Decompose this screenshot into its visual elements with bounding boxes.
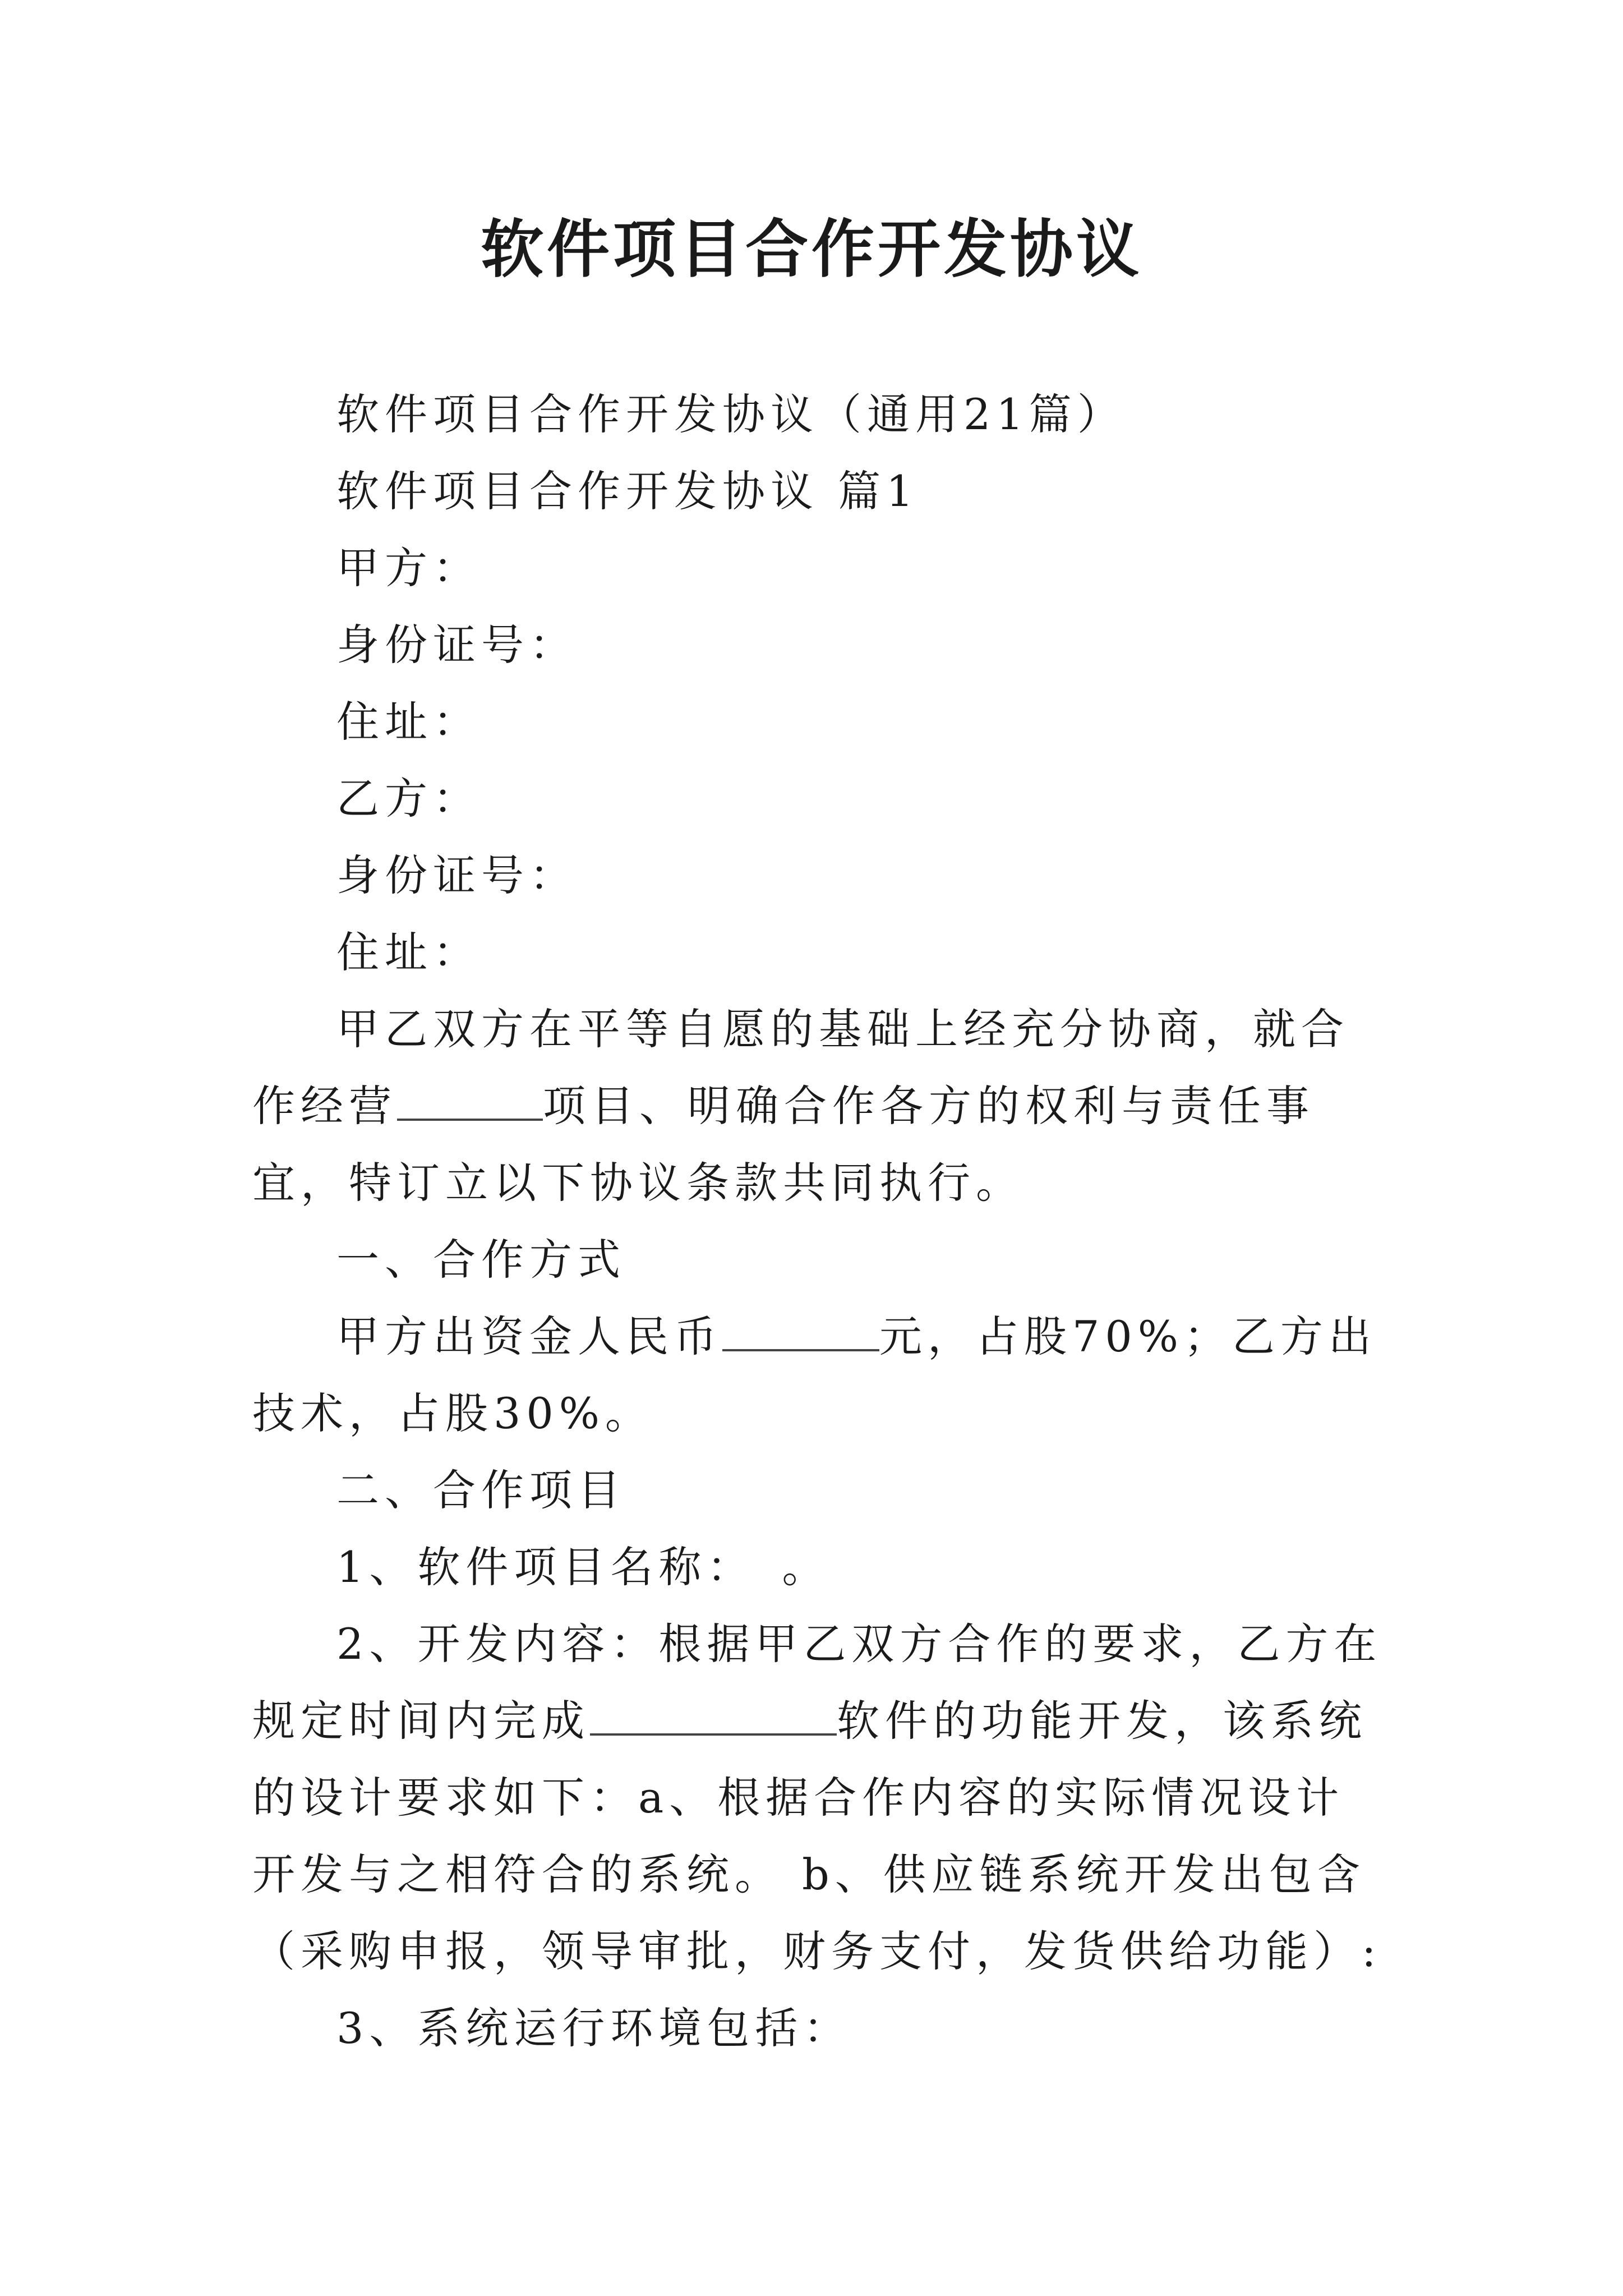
heading-cooperation-project: 二、合作项目 (336, 1465, 626, 1515)
document-subtitle: 软件项目合作开发协议（通用21篇） (336, 389, 1126, 439)
intro-text-2: 项目、明确合作各方的权利与责任事宜，特订立以下协议条款共同执行。 (252, 1081, 1315, 1208)
item-development-content (252, 1605, 1391, 1990)
item-software-name: 1、软件项目名称： 。 (336, 1542, 831, 1592)
heading-cooperation-method: 一、合作方式 (336, 1235, 626, 1285)
capital-amount-blank (722, 1310, 879, 1351)
party-a-id-label: 身份证号： (336, 620, 578, 670)
intro-paragraph (252, 991, 1391, 1221)
party-a-address-label: 住址： (336, 697, 481, 747)
party-b-address-label: 住址： (336, 927, 481, 977)
party-b-id-label: 身份证号： (336, 850, 578, 900)
document-body (252, 376, 1391, 2067)
section-title: 软件项目合作开发协议 篇1 (336, 466, 919, 516)
software-name-blank (590, 1694, 837, 1736)
document-title: 软件项目合作开发协议 (481, 213, 1142, 286)
item-2-text-1: 2、开发内容：根据甲乙双方合作的要求，乙方在规定时间内完成 (252, 1619, 1382, 1746)
cooperation-text-1: 甲方出资金人民币 (336, 1312, 722, 1361)
party-b-label: 乙方： (336, 774, 481, 823)
item-2-text-2: 软件的功能开发，该系统的设计要求如下：a、根据合作内容的实际情况设计开发与之相符合的系统。 b、供应链系统开发出包含（采购申报，领导审批，财务支付，发货供给功能）: (252, 1696, 1382, 1976)
item-runtime-environment: 3、系统运行环境包括： (336, 2003, 852, 2053)
cooperation-paragraph (252, 1298, 1391, 1452)
party-a-label: 甲方： (336, 543, 481, 593)
cooperation-text-2: 元，占股70%；乙方出技术，占股30%。 (252, 1312, 1377, 1438)
project-name-blank (397, 1079, 543, 1121)
intro-text-1: 甲乙双方在平等自愿的基础上经充分协商，就合作经营 (252, 1004, 1349, 1131)
